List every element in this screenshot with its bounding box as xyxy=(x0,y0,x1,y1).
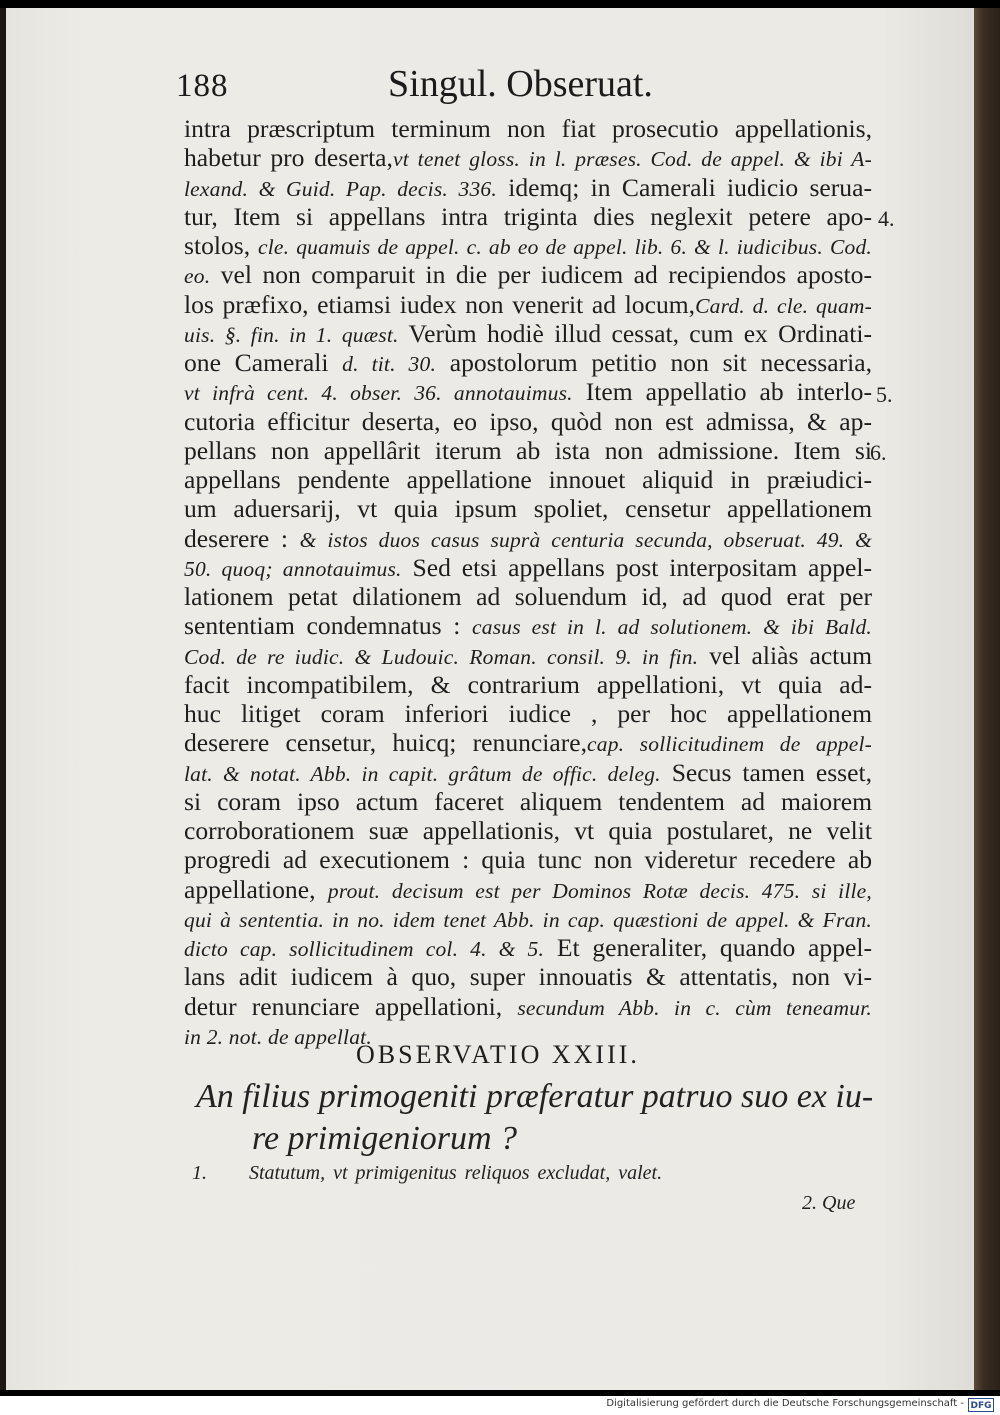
citation-italic: cle. quamuis de appel. c. ab eo de appel. lib. 6. & l. iudicibus. Cod. xyxy=(257,235,872,259)
text-line xyxy=(184,992,872,1021)
text-line xyxy=(184,816,872,845)
text-roman: detur renunciare appellationi, xyxy=(184,991,518,1021)
text-line xyxy=(184,231,872,260)
text-line xyxy=(184,319,872,348)
page-number: 188 xyxy=(176,68,229,104)
text-roman: Item appellatio ab interlo- xyxy=(572,377,872,407)
citation-italic: qui à sententia. in no. idem tenet Abb. in cap. quæstioni de appel. & Fran. xyxy=(184,907,872,932)
text-line xyxy=(184,699,872,728)
text-line xyxy=(184,173,872,202)
observation-heading: OBSERVATIO XXIII. xyxy=(356,1040,640,1069)
text-roman: Secus tamen esset, xyxy=(660,757,872,787)
text-line xyxy=(184,348,872,377)
citation-italic: vt infrà cent. 4. obser. 36. annotauimus. xyxy=(184,381,573,406)
citation-italic: Card. d. cle. quam- xyxy=(695,293,872,318)
citation-italic: in 2. not. de appellat. xyxy=(184,1024,372,1049)
text-roman: progredi ad executionem : quia tunc non videretur recedere ab xyxy=(184,845,872,875)
text-roman: apostolorum petitio non sit necessaria, xyxy=(436,348,873,377)
margin-note-6: 6. xyxy=(870,440,887,465)
text-line xyxy=(184,611,872,640)
text-line xyxy=(184,114,872,143)
text-line xyxy=(184,143,872,172)
dfg-logo: DFG xyxy=(968,1398,994,1412)
margin-note-5: 5. xyxy=(876,382,893,407)
citation-italic: eo. xyxy=(184,264,211,289)
text-roman: huc litiget coram inferiori iudice , per hoc appellationem xyxy=(184,699,872,728)
text-line xyxy=(184,260,872,289)
text-roman: Verùm hodiè illud cessat, cum ex Ordinati- xyxy=(398,318,872,348)
text-line xyxy=(184,524,872,553)
observation-question-line-1: An filius primogeniti præferatur patruo suo ex iu- xyxy=(196,1078,874,1115)
text-line xyxy=(184,407,872,436)
text-line xyxy=(184,758,872,787)
text-roman: lationem petat dilationem ad soluendum id, ad quod erat per xyxy=(184,582,872,611)
citation-italic: dicto cap. sollicitudinem col. 4. & 5. xyxy=(184,937,545,961)
body-text xyxy=(184,114,872,1050)
text-line xyxy=(184,290,872,319)
text-line xyxy=(184,933,872,962)
text-line xyxy=(184,787,872,816)
text-roman: vel aliàs actum xyxy=(698,640,872,670)
text-roman: habetur pro deserta, xyxy=(184,143,393,173)
text-roman: vel non comparuit in die per iudicem ad recipiendos aposto- xyxy=(210,260,872,290)
summary-number: 1. xyxy=(192,1162,207,1184)
text-roman: appellatione, xyxy=(184,874,328,904)
text-line xyxy=(184,436,872,465)
text-roman: cutoria efficitur deserta, eo ipso, quòd non est admissa, & ap- xyxy=(184,406,872,436)
citation-italic: d. tit. 30. xyxy=(342,352,437,376)
text-line xyxy=(184,875,872,904)
text-roman: idemq; in Camerali iudicio serua- xyxy=(496,172,872,202)
running-head: Singul. Obseruat. xyxy=(388,63,653,105)
text-line xyxy=(184,202,872,231)
text-roman: one Camerali xyxy=(184,348,343,377)
text-line xyxy=(184,641,872,670)
citation-italic: lat. & notat. Abb. in capit. grâtum de offic. deleg. xyxy=(184,761,661,786)
text-roman: um aduersarij, vt quia ipsum spoliet, censetur appellationem xyxy=(184,494,872,524)
text-roman: Et generaliter, quando appel- xyxy=(544,933,872,962)
text-roman: los præfixo, etiamsi iudex non venerit ad locum, xyxy=(184,289,696,319)
text-roman: pellans non appellârit iterum ab ista non admissione. Item si xyxy=(184,435,872,465)
text-roman: stolos, xyxy=(184,231,258,260)
text-line xyxy=(184,377,872,406)
text-roman: lans adit iudicem à quo, super innouatis & attentatis, non vi- xyxy=(184,962,872,992)
summary-item xyxy=(192,1162,662,1185)
citation-italic: 50. quoq; annotauimus. xyxy=(184,556,402,581)
summary-text: Statutum, vt primigenitus reliquos excludat, valet. xyxy=(249,1162,663,1184)
text-roman: tur, Item si appellans intra triginta dies neglexit petere apo- xyxy=(184,201,872,231)
text-roman: deserere censetur, huicq; renunciare, xyxy=(184,728,588,758)
text-line xyxy=(184,962,872,991)
text-roman: deserere : xyxy=(184,523,300,553)
catchword: 2. Que xyxy=(802,1192,856,1214)
text-line xyxy=(184,465,872,494)
book-binding-edge xyxy=(974,8,1000,1390)
text-line xyxy=(184,728,872,757)
citation-italic: vt tenet gloss. in l. præses. Cod. de appel. & ibi A- xyxy=(392,147,873,172)
citation-italic: & istos duos casus suprà centuria secunda, obseruat. 49. & xyxy=(299,527,872,552)
footer-credit-text: Digitalisierung gefördert durch die Deutsche Forschungsgemeinschaft - xyxy=(606,1398,964,1409)
text-roman: Sed etsi appellans post interpositam appel- xyxy=(401,552,872,582)
page-header xyxy=(176,62,696,114)
citation-italic: uis. §. fin. in 1. quæst. xyxy=(184,322,399,347)
text-line xyxy=(184,582,872,611)
citation-italic: prout. decisum est per Dominos Rotæ decis. 475. si ille, xyxy=(327,878,872,903)
text-line xyxy=(184,845,872,874)
text-line xyxy=(184,494,872,523)
text-roman: facit incompatibilem, & contrarium appellationi, vt quia ad- xyxy=(184,669,872,699)
text-roman: si coram ipso actum faceret aliquem tendentem ad maiorem xyxy=(184,786,872,816)
text-line xyxy=(184,904,872,933)
text-roman: corroborationem suæ appellationis, vt quia postularet, ne velit xyxy=(184,816,872,845)
text-roman: appellans pendente appellatione innouet aliquid in præiudici- xyxy=(184,465,872,494)
citation-italic: casus est in l. ad solutionem. & ibi Bald. xyxy=(472,615,872,640)
citation-italic: secundum Abb. in c. cùm teneamur. xyxy=(517,995,872,1020)
text-line xyxy=(184,553,872,582)
text-line xyxy=(184,670,872,699)
text-roman: intra præscriptum terminum non fiat prosecutio appellationis, xyxy=(184,114,872,143)
citation-italic: lexand. & Guid. Pap. decis. 336. xyxy=(184,176,497,201)
footer-bar xyxy=(0,1396,1000,1415)
citation-italic: cap. sollicitudinem de appel- xyxy=(587,732,872,757)
citation-italic: Cod. de re iudic. & Ludouic. Roman. consil. 9. in fin. xyxy=(184,644,699,669)
text-roman: sententiam condemnatus : xyxy=(184,611,473,641)
observation-question-line-2: re primigeniorum ? xyxy=(252,1120,518,1157)
margin-note-4: 4. xyxy=(878,206,895,231)
